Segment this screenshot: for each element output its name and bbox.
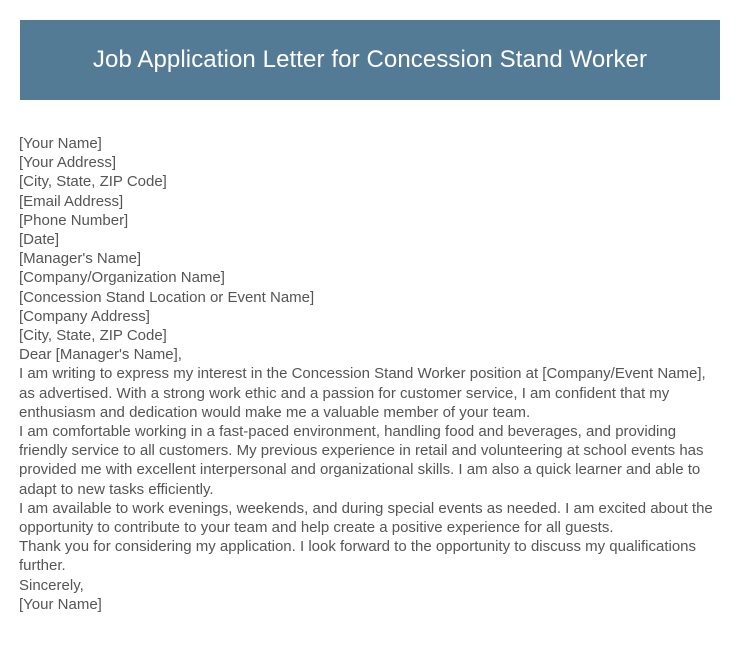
recipient-line-manager: [Manager's Name] (19, 250, 142, 268)
body-paragraph-1: I am writing to express my interest in the Concession Stand Worker position at [Company/Event Name], as advertised. With a strong work ethic and a passion for customer service, I am confident that my enthusiasm and dedication would make me a valuable member of your team. (19, 365, 710, 421)
sender-line-date: [Date] (19, 231, 60, 249)
sender-line-email: [Email Address] (19, 192, 124, 210)
recipient-line-company: [Company/Organization Name] (19, 269, 225, 287)
body-paragraph-2: I am comfortable working in a fast-paced environment, handling food and beverages, and providing friendly service to all customers. My previous experience in retail and volunteering at school events has provided me with excellent interpersonal and organizational skills. I am also a quick learner and able to adapt to new tasks efficiently. (19, 423, 708, 498)
signature-line: [Your Name] (19, 595, 102, 613)
recipient-line-city: [City, State, ZIP Code] (19, 327, 167, 345)
page-title: Job Application Letter for Concession Stand Worker (92, 46, 648, 73)
body-paragraph-3: I am available to work evenings, weekends, and during special events as needed. I am excited about the opportunity to contribute to your team and help create a positive experience for all guests. (19, 499, 717, 537)
sender-line-name: [Your Name] (19, 135, 102, 152)
recipient-line-location: [Concession Stand Location or Event Name] (19, 288, 315, 306)
sender-line-phone: [Phone Number] (19, 211, 129, 229)
salutation: Dear [Manager's Name], (19, 346, 182, 364)
sender-line-address: [Your Address] (19, 154, 117, 172)
recipient-line-address: [Company Address] (19, 307, 150, 325)
letter-header-banner (20, 20, 720, 100)
closing-line: Sincerely, (19, 576, 84, 594)
letter-body (19, 134, 722, 614)
sender-line-city: [City, State, ZIP Code] (19, 173, 167, 191)
body-paragraph-4: Thank you for considering my application. I look forward to the opportunity to discuss my qualifications further. (19, 538, 701, 575)
